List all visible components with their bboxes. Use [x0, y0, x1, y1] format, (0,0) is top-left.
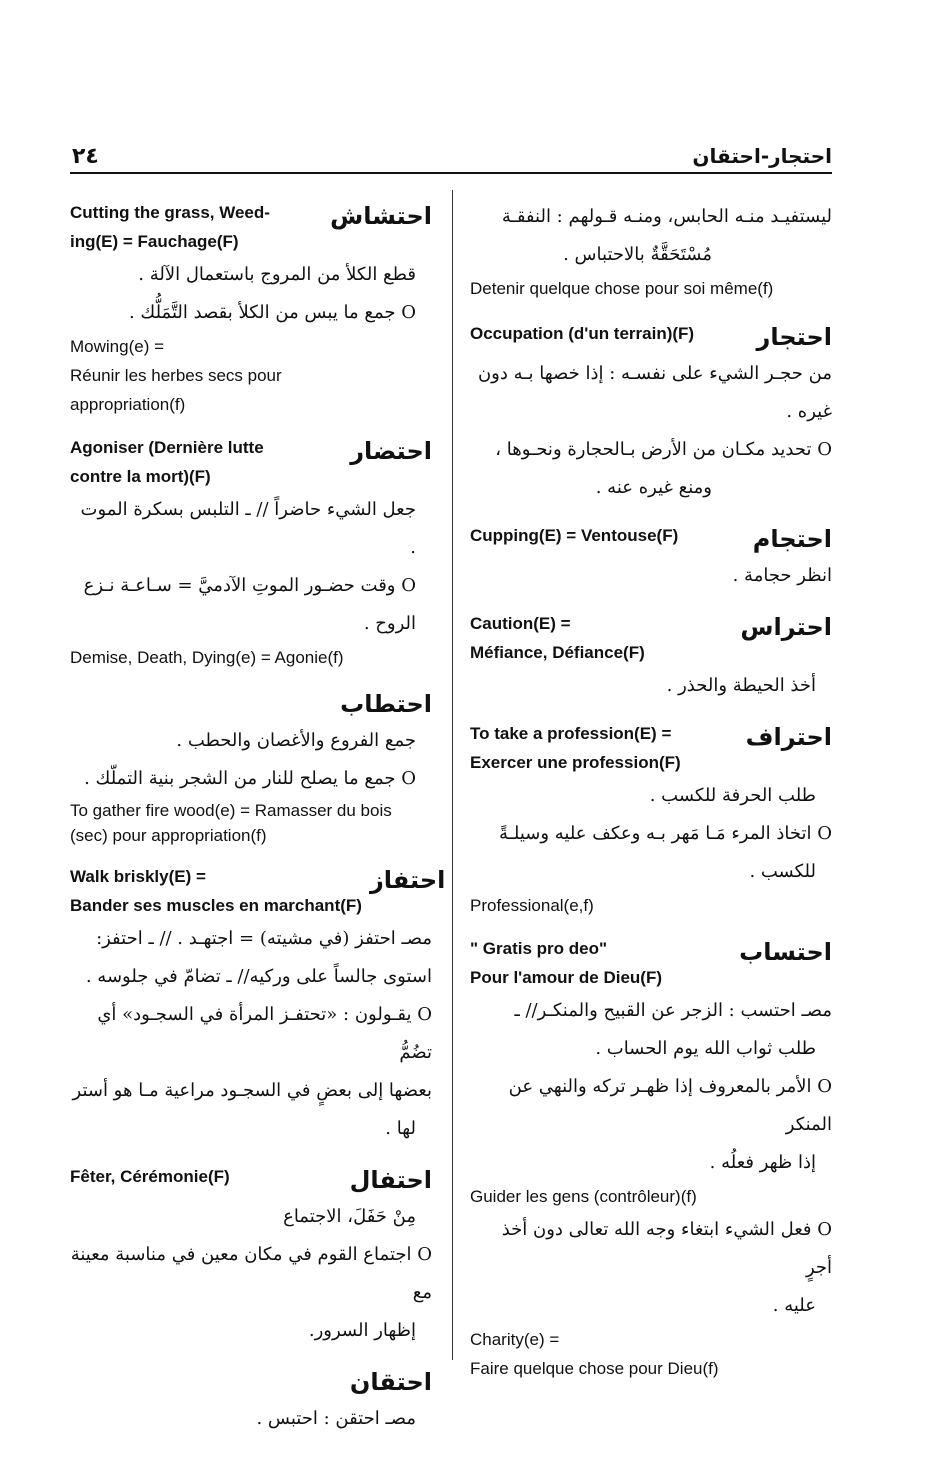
- entry-translation: Cutting the grass, Weed-: [70, 203, 270, 222]
- entry-ihtiras: [470, 609, 832, 705]
- definition-ar: إظهار السرور.: [308, 1320, 416, 1341]
- definition-fr: Mowing(e) =: [70, 337, 165, 356]
- entry-translation: Agoniser (Dernière lutte: [70, 438, 264, 457]
- definition-fr: Faire quelque chose pour Dieu(f): [470, 1359, 719, 1378]
- entry-headword: احتشاش: [330, 202, 432, 230]
- entry-translation: Exercer une profession(F): [470, 753, 681, 772]
- definition-ar: O اتخاذ المرء مَـا مَهر بـه وعكف عليه وسيلـةً: [498, 823, 832, 844]
- entry-headword: احتجام: [752, 525, 832, 553]
- definition-ar: O فعل الشيء ابتغاء وجه الله تعالى دون أخذ أجرٍ: [501, 1219, 832, 1278]
- entry-translation: ing(E) = Fauchage(F): [70, 232, 239, 251]
- definition-ar: مِنْ حَفَلَ، الاجتماع: [283, 1206, 416, 1227]
- definition-ar: قطع الكلأ من المروج باستعمال الآلة .: [138, 264, 416, 285]
- entry-ihtisab: [470, 934, 832, 1383]
- definition-ar: طلب الحرفة للكسب .: [649, 785, 816, 806]
- entry-translation: Occupation (d'un terrain)(F): [470, 324, 695, 343]
- entry-ihtiraf: [470, 719, 832, 920]
- entry-ihtifaz: [70, 862, 446, 1148]
- definition-ar: O الأمر بالمعروف إذا ظهـر تركه والنهي عن المنكر: [508, 1076, 832, 1135]
- definition-ar: O جمع ما يصلح للنار من الشجر بنية التملّك .: [84, 768, 416, 789]
- definition-fr: appropriation(f): [70, 395, 186, 414]
- entry-headword: احتفال: [349, 1166, 432, 1194]
- entry-ihtijar: [470, 319, 832, 507]
- entry-translation: contre la mort)(F): [70, 467, 211, 486]
- running-head: احتجار-احتقان: [692, 144, 832, 168]
- entry-continuation: [470, 198, 832, 303]
- header-rule: [70, 172, 832, 174]
- entry-translation: " Gratis pro deo": [470, 939, 608, 958]
- definition-ar: من حجـر الشيء على نفسـه : إذا خصها بـه دون: [477, 363, 832, 384]
- definition-ar: ليستفيـد منـه الحابس، ومنـه قـولهم : النفقـة: [501, 206, 832, 227]
- definition-ar: لها .: [385, 1118, 416, 1139]
- definition-ar: بعضها إلى بعضٍ في السجـود مراعية مـا هو أستر: [72, 1080, 432, 1101]
- entry-ihtifal: [70, 1162, 432, 1350]
- entry-headword: احتضار: [350, 437, 432, 465]
- entry-ihtishash: [70, 198, 432, 419]
- entry-headword: احتساب: [739, 938, 832, 966]
- definition-ar: O يقـولون : «تحتفـز المرأة في السجـود» أي تضُمُّ: [97, 1004, 432, 1063]
- definition-fr: Demise, Death, Dying(e) = Agonie(f): [70, 648, 344, 667]
- definition-ar: استوى جالساً على وركيه// ـ تضامّ في جلوسه .: [85, 966, 432, 987]
- definition-ar: مصـ احتقن : احتبس .: [256, 1408, 416, 1429]
- definition-ar: طلب ثواب الله يوم الحساب .: [595, 1038, 816, 1059]
- definition-ar: مُسْتَحَقَّةٌ بالاحتباس .: [563, 244, 712, 265]
- definition-ar: الروح .: [363, 613, 416, 634]
- entry-translation: Walk briskly(E) =: [70, 867, 206, 886]
- entry-translation: Cupping(E) = Ventouse(F): [470, 526, 679, 545]
- column-divider: [452, 190, 453, 1360]
- definition-fr: To gather fire wood(e) = Ramasser du bois: [70, 801, 392, 820]
- definition-ar: للكسب .: [749, 861, 816, 882]
- definition-ar: O اجتماع القوم في مكان معين في مناسبة معينة مع: [70, 1244, 432, 1303]
- definition-ar: O جمع ما يبس من الكلأ بقصد التَّمَلُّك .: [128, 302, 416, 323]
- definition-ar: جعل الشيء حاضراً // ـ التلبس بسكرة الموت .: [80, 499, 416, 558]
- definition-ar: O وقت حضـور الموتِ الآدميَّ = سـاعـة نـزع: [83, 575, 416, 596]
- page-header: [70, 140, 832, 176]
- entry-headword: احتطاب: [340, 690, 432, 718]
- entry-headword: احتقان: [349, 1368, 432, 1396]
- entry-translation: Bander ses muscles en marchant(F): [70, 896, 362, 915]
- page-number: ٢٤: [72, 144, 99, 169]
- entry-translation: Pour l'amour de Dieu(F): [470, 968, 662, 987]
- entry-headword: احتجار: [756, 323, 832, 351]
- entry-ihtitab: [70, 686, 432, 848]
- entry-ihtiqan: [70, 1364, 432, 1438]
- definition-ar: جمع الفروع والأغصان والحطب .: [176, 730, 416, 751]
- definition-fr: Réunir les herbes secs pour: [70, 366, 282, 385]
- definition-ar: مصـ احتسب : الزجر عن القبيح والمنكـر// ـ: [514, 1000, 832, 1021]
- entry-translation: Caution(E) =: [470, 614, 571, 633]
- entry-headword: احتفاز: [369, 866, 446, 894]
- definition-ar: مصـ احتفز (في مشيته) = اجتهـد . // ـ احتفز:: [96, 928, 432, 949]
- definition-fr: Guider les gens (contrôleur)(f): [470, 1187, 697, 1206]
- definition-ar: عليه .: [772, 1295, 816, 1316]
- definition-fr: (sec) pour appropriation(f): [70, 826, 267, 845]
- definition-ar: انظر حجامة .: [732, 565, 832, 586]
- entry-ihtidar: [70, 433, 432, 672]
- definition-ar: ومنع غيره عنه .: [595, 477, 712, 498]
- entry-translation: To take a profession(E) =: [470, 724, 672, 743]
- left-column: [70, 198, 446, 1452]
- right-column: [470, 198, 832, 1397]
- definition-ar: O تحديد مكـان من الأرض بـالحجارة ونحـوها ،: [495, 439, 832, 460]
- definition-ar: إذا ظهر فعلُه .: [709, 1152, 816, 1173]
- definition-ar: أخذ الحيطة والحذر .: [666, 675, 816, 696]
- definition-ar: غيره .: [786, 401, 832, 422]
- entry-translation: Méfiance, Défiance(F): [470, 643, 645, 662]
- entry-ihtijam: [470, 521, 832, 595]
- definition-fr: Professional(e,f): [470, 896, 594, 915]
- definition-fr: Detenir quelque chose pour soi même(f): [470, 279, 774, 298]
- entry-headword: احتراس: [740, 613, 832, 641]
- definition-fr: Charity(e) =: [470, 1330, 560, 1349]
- entry-headword: احتراف: [745, 723, 832, 751]
- entry-translation: Fêter, Cérémonie(F): [70, 1167, 230, 1186]
